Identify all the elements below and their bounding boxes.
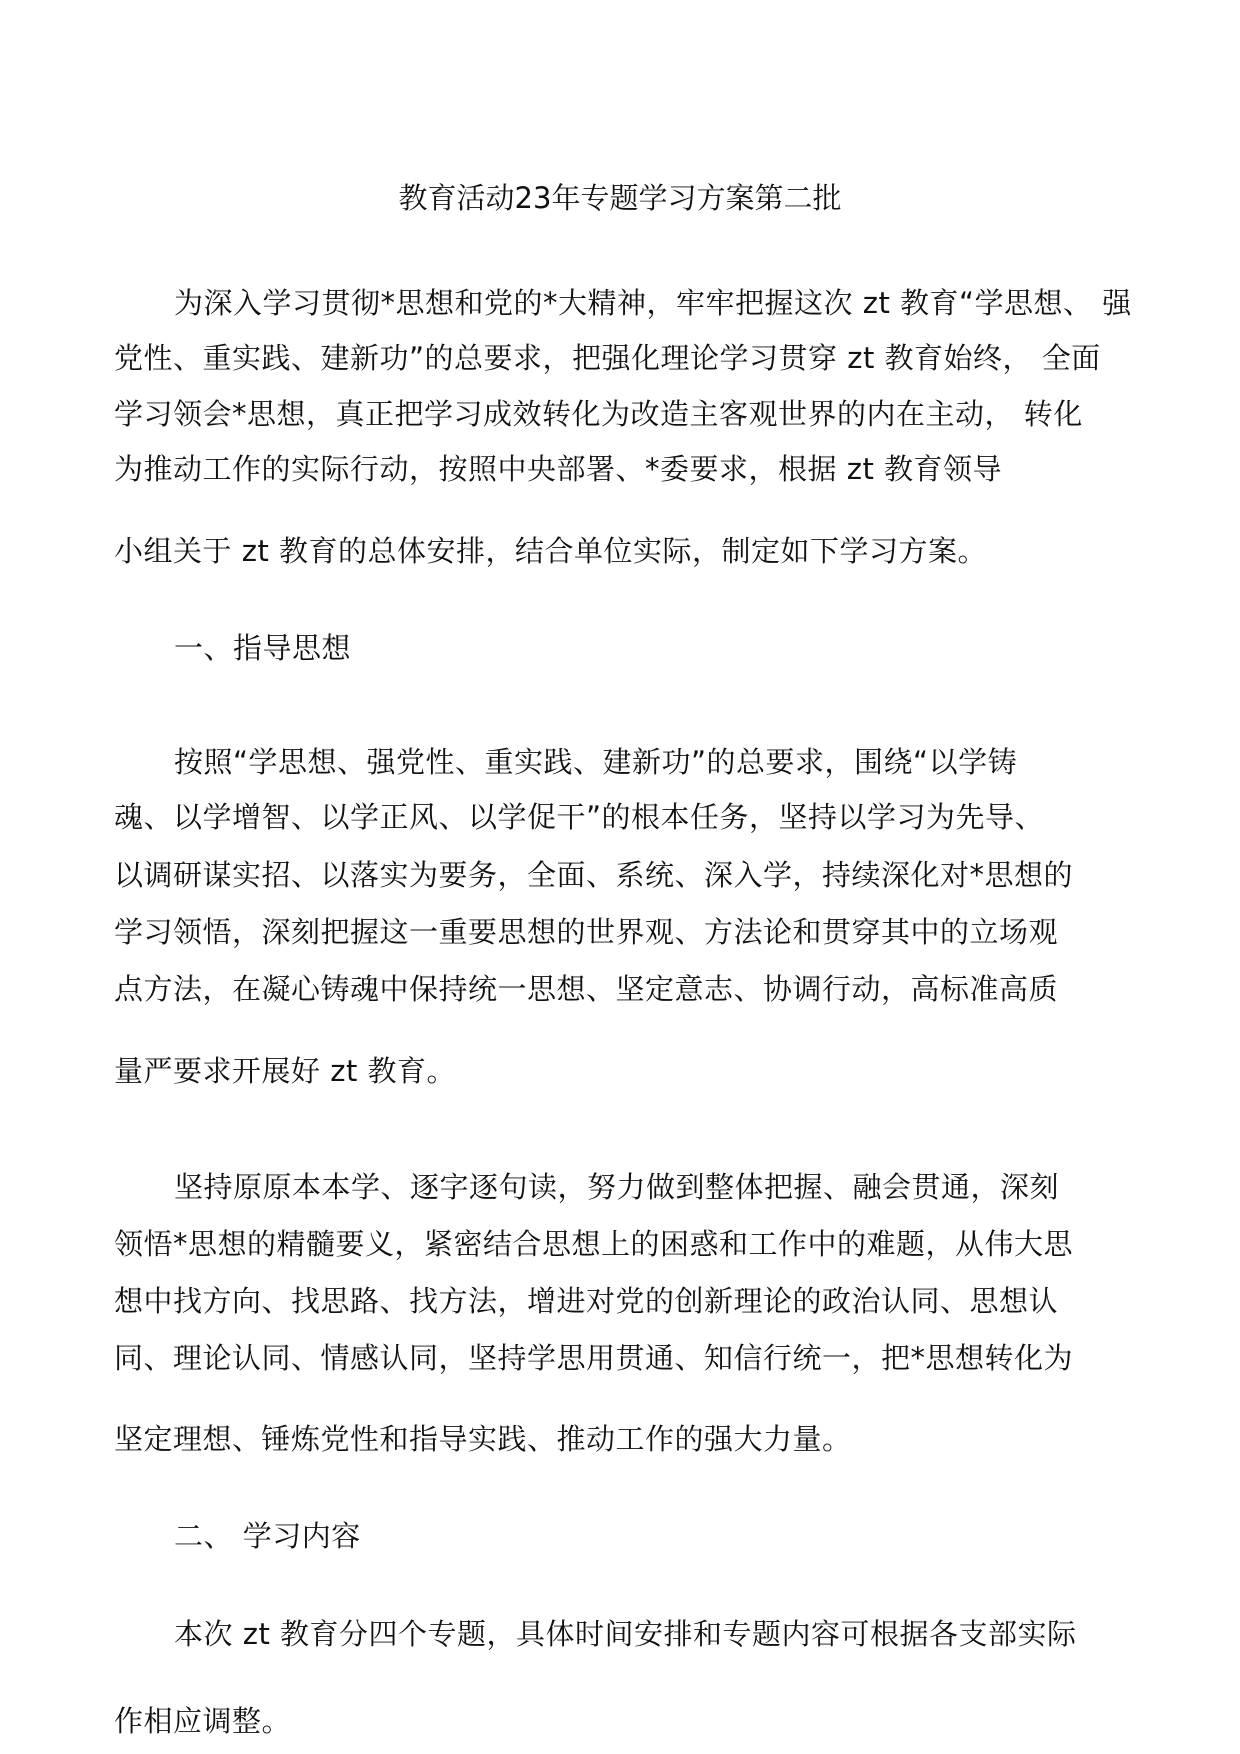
section-heading: 二、 学习内容 [174,1519,361,1553]
paragraph-line: 学习领悟，深刻把握这一重要思想的世界观、方法论和贯穿其中的立场观 [114,915,1059,949]
paragraph-line: 坚定理想、锤炼党性和指导实践、推动工作的强大力量。 [114,1422,852,1456]
paragraph-line: 领悟*思想的精髓要义，紧密结合思想上的困惑和工作中的难题，从伟大思 [114,1227,1074,1261]
paragraph-line: 学习领会*思想，真正把学习成效转化为改造主客观世界的内在主动， 转化 [114,397,1083,431]
paragraph-line: 本次 zt 教育分四个专题，具体时间安排和专题内容可根据各支部实际 [174,1617,1077,1651]
paragraph-line: 同、理论认同、情感认同，坚持学思用贯通、知信行统一，把*思想转化为 [114,1341,1074,1375]
paragraph-line: 按照“学思想、强党性、重实践、建新功”的总要求，围绕“以学铸 [174,745,1018,779]
paragraph-line: 党性、重实践、建新功”的总要求，把强化理论学习贯穿 zt 教育始终， 全面 [114,341,1101,375]
document-title: 教育活动23年专题学习方案第二批 [398,181,842,215]
paragraph-line: 点方法，在凝心铸魂中保持统一思想、坚定意志、协调行动，高标准高质 [114,972,1059,1006]
paragraph-line: 想中找方向、找思路、找方法，增进对党的创新理论的政治认同、思想认 [114,1284,1059,1318]
section-heading: 一、指导思想 [174,631,352,665]
paragraph-line: 量严要求开展好 zt 教育。 [114,1054,457,1088]
paragraph-line: 以调研谋实招、以落实为要务，全面、系统、深入学，持续深化对*思想的 [114,858,1074,892]
paragraph-line: 为深入学习贯彻*思想和党的*大精神，牢牢把握这次 zt 教育“学思想、 强 [174,286,1132,320]
paragraph-line: 坚持原原本本学、逐字逐句读，努力做到整体把握、融会贯通，深刻 [174,1170,1060,1204]
paragraph-line: 为推动工作的实际行动，按照中央部署、*委要求，根据 zt 教育领导 [114,452,1003,486]
paragraph-line: 小组关于 zt 教育的总体安排，结合单位实际，制定如下学习方案。 [114,534,988,568]
paragraph-line: 魂、以学增智、以学正风、以学促干”的根本任务，坚持以学习为先导、 [114,800,1045,834]
paragraph-line: 作相应调整。 [114,1704,292,1738]
